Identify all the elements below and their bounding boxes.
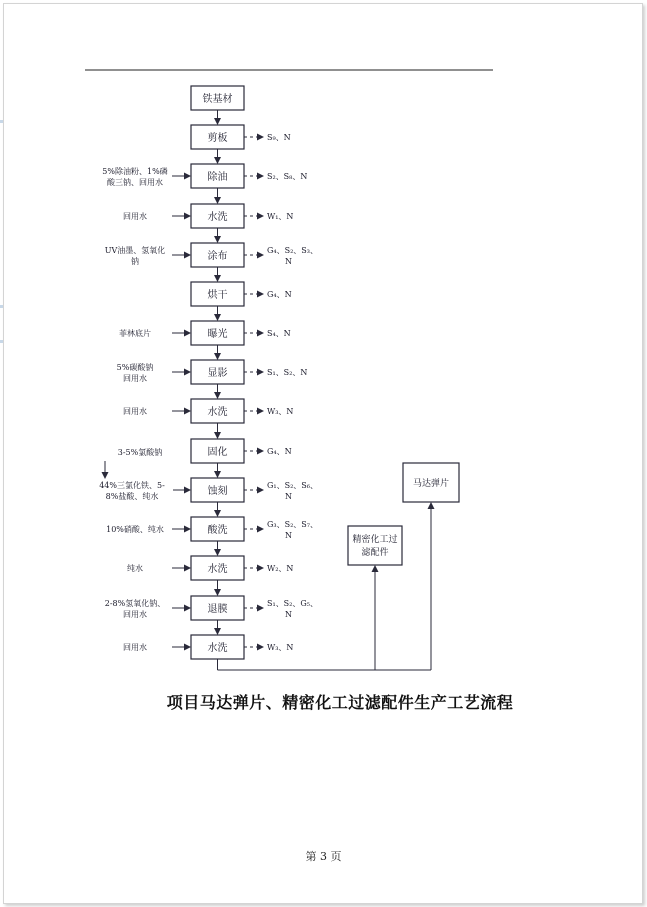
emission-label: W₁、N xyxy=(267,212,294,221)
process-step-label: 除油 xyxy=(207,172,228,183)
process-step-label: 水洗 xyxy=(207,564,228,575)
input-material-label: 2-8%氢氧化钠、 xyxy=(104,599,166,608)
input-material-label: 酸三钠、回用水 xyxy=(107,178,163,187)
input-material-label: 钠 xyxy=(131,257,139,266)
process-step-label: 退膜 xyxy=(207,604,228,615)
emission-label: G₄、S₂、S₃、 xyxy=(267,246,318,255)
process-step-label: 剪板 xyxy=(207,133,228,144)
input-material-label: 3-5%氯酸钠 xyxy=(117,448,163,457)
process-step-label: 固化 xyxy=(207,447,228,458)
emission-label: N xyxy=(285,492,292,501)
process-step-label: 曝光 xyxy=(207,329,228,340)
emission-label: G₄、N xyxy=(267,290,292,299)
emission-label: S₉、N xyxy=(267,133,291,142)
emission-label: W₃、N xyxy=(267,643,294,652)
process-step-label: 烘干 xyxy=(207,290,228,301)
emission-label: S₁、S₂、G₅、 xyxy=(267,599,318,608)
input-material-label: 菲林底片 xyxy=(119,329,151,338)
emission-label: G₃、S₂、S₇、 xyxy=(267,520,318,529)
process-step-label: 显影 xyxy=(207,368,228,379)
emission-label: S₁、S₂、N xyxy=(267,368,308,377)
input-material-label: 回用水 xyxy=(123,643,147,652)
emission-label: N xyxy=(285,610,292,619)
emission-label: S₂、S₈、N xyxy=(267,172,308,181)
input-material-label: 44%三氯化铁、5- xyxy=(99,481,165,490)
input-material-label: 10%硝酸、纯水 xyxy=(106,525,164,534)
product-label: 精密化工过 xyxy=(352,535,398,545)
input-material-label: 纯水 xyxy=(127,564,143,573)
emission-label: G₁、S₂、S₆、 xyxy=(267,481,318,490)
product-label: 马达弹片 xyxy=(412,479,450,489)
process-step-label: 水洗 xyxy=(207,643,228,654)
input-material-label: 回用水 xyxy=(123,407,147,416)
process-step-label: 蚀刻 xyxy=(207,486,228,497)
input-material-label: 回用水 xyxy=(123,374,147,383)
input-material-label: 5%碳酸钠 xyxy=(116,363,154,372)
input-material-label: 回用水 xyxy=(123,212,147,221)
product-box-filter-parts xyxy=(348,526,402,565)
input-material-label: 8%盐酸、纯水 xyxy=(105,492,159,501)
product-label: 滤配件 xyxy=(361,548,389,558)
process-step-label: 酸洗 xyxy=(207,525,228,536)
process-step-label: 水洗 xyxy=(207,212,228,223)
diagram-caption: 项目马达弹片、精密化工过滤配件生产工艺流程 xyxy=(166,693,514,712)
page-number: 第 3 页 xyxy=(305,850,342,863)
process-step-label: 涂布 xyxy=(207,251,228,262)
emission-label: W₃、N xyxy=(267,407,294,416)
emission-label: N xyxy=(285,257,292,266)
emission-label: S₄、N xyxy=(267,329,291,338)
process-step-label: 铁基材 xyxy=(202,94,233,105)
emission-label: W₂、N xyxy=(267,564,294,573)
input-material-label: UV油墨、氢氧化 xyxy=(104,246,166,255)
input-material-label: 5%除油粉、1%磷 xyxy=(102,167,168,176)
emission-label: G₄、N xyxy=(267,447,292,456)
emission-label: N xyxy=(285,531,292,540)
process-step-label: 水洗 xyxy=(207,407,228,418)
input-material-label: 回用水 xyxy=(123,610,147,619)
